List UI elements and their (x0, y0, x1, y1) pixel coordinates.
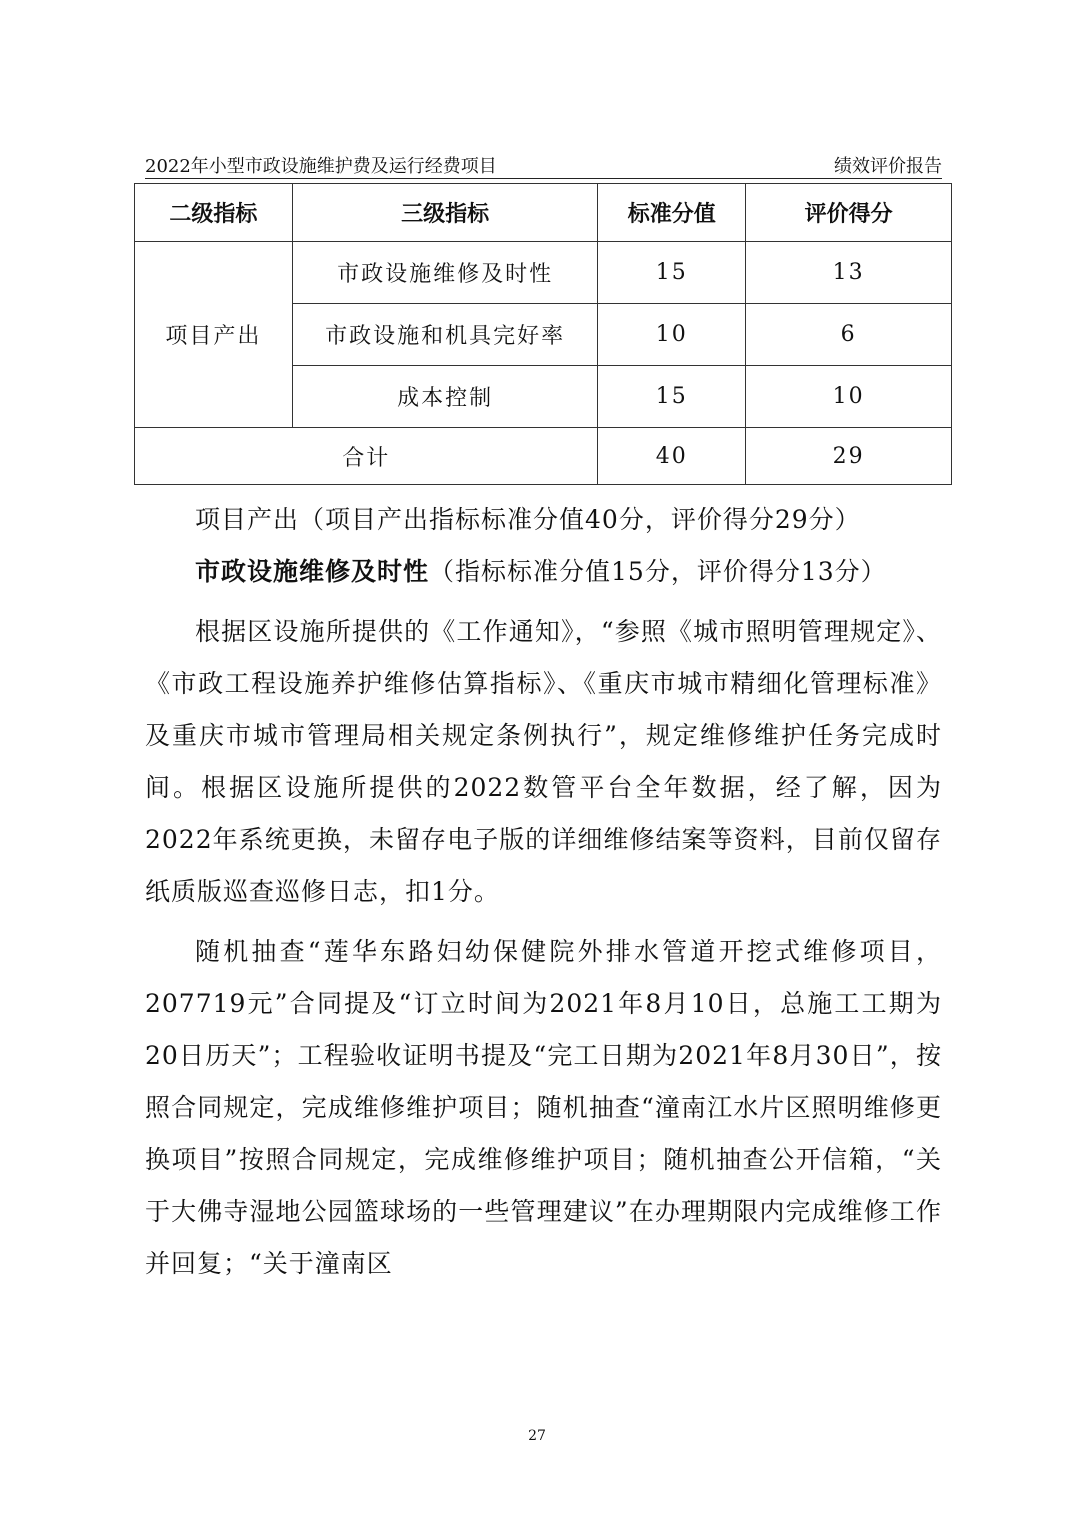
table-row (135, 242, 952, 304)
header-title: 2022年小型市政设施维护费及运行经费项目 (145, 156, 497, 177)
header-level3: 三级指标 (292, 184, 598, 242)
header-report-type: 绩效评价报告 (834, 156, 942, 177)
total-row (135, 428, 952, 485)
paragraph-timeliness (145, 546, 942, 598)
score-cell: 10 (746, 366, 952, 428)
total-score: 29 (746, 428, 952, 485)
table-header-row (135, 184, 952, 242)
paragraph-basis: 根据区设施所提供的《工作通知》，“参照《城市照明管理规定》、《市政工程设施养护维修估算指标》、《重庆市城市精细化管理标准》及重庆市城市管理局相关规定条例执行”，规定维修维护任务完成时间。根据区设施所提供的2022数管平台全年数据，经了解，因为2022年系统更换，未留存电子版的详细维修结案等资料，目前仅留存纸质版巡查巡修日志，扣1分。 (145, 617, 942, 906)
standard-cell: 15 (598, 242, 746, 304)
header-score: 评价得分 (746, 184, 952, 242)
total-label: 合计 (135, 428, 598, 485)
paragraph-spot-check: 随机抽查“莲华东路妇幼保健院外排水管道开挖式维修项目，207719元”合同提及“订立时间为2021年8月10日，总施工工期为20日历天”；工程验收证明书提及“完工日期为2021年8月30日”，按照合同规定，完成维修维护项目；随机抽查“潼南江水片区照明维修更换项目”按照合同规定，完成维修维护项目；随机抽查公开信箱，“关于大佛寺湿地公园篮球场的一些管理建议”在办理期限内完成维修工作并回复；“关于潼南区 (145, 937, 942, 1278)
indicator-cell: 市政设施和机具完好率 (292, 304, 598, 366)
header-standard: 标准分值 (598, 184, 746, 242)
standard-cell: 10 (598, 304, 746, 366)
page-header (145, 152, 942, 179)
score-table (134, 183, 952, 485)
indicator-cell: 市政设施维修及时性 (292, 242, 598, 304)
total-standard: 40 (598, 428, 746, 485)
score-cell: 13 (746, 242, 952, 304)
body-text (145, 494, 942, 1298)
indicator-cell: 成本控制 (292, 366, 598, 428)
page-number: 27 (528, 1428, 546, 1444)
header-level2: 二级指标 (135, 184, 293, 242)
group-label: 项目产出 (135, 242, 293, 428)
standard-cell: 15 (598, 366, 746, 428)
paragraph-output-summary: 项目产出（项目产出指标标准分值40分，评价得分29分） (195, 505, 861, 534)
timeliness-score-note: （指标标准分值15分，评价得分13分） (429, 557, 887, 586)
timeliness-heading: 市政设施维修及时性 (195, 557, 430, 586)
score-cell: 6 (746, 304, 952, 366)
